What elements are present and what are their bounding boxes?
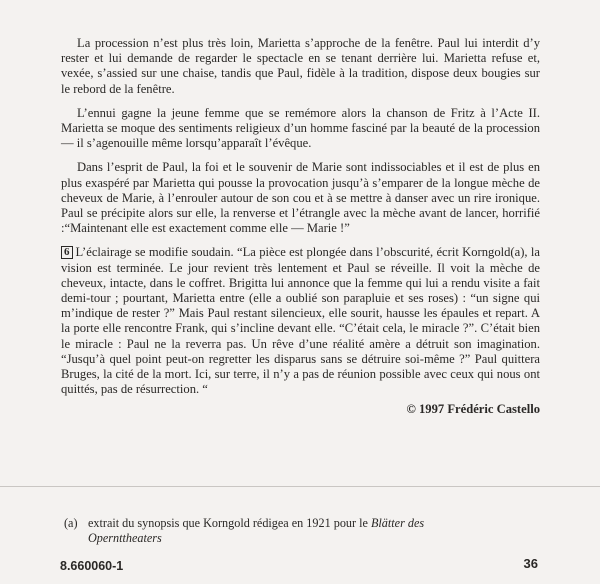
section-marker: 6 [61,246,73,259]
paragraph: Dans l’esprit de Paul, la foi et le souvenir de Marie sont indissociables et il est de plus en plus exaspéré par Marietta qui pousse la provocation jusqu’à s’emparer de la longue mèche de cheveux de Marie, à l’enrouler autour de son cou et à se mettre à danser avec un rire ironique. Paul se précipite alors sur elle, la renverse et l’étrangle avec la mèche avant de lancer, horrifié :“Maintenant elle est exactement comme elle — Marie !” [61,160,540,236]
divider [0,486,600,487]
footnote [64,516,524,546]
synopsis-text [61,36,540,418]
footnote-italic-title: Blätter des [370,516,425,530]
page-number: 36 [523,556,538,571]
catalog-number: 8.660060-1 [60,559,124,573]
footnote-text: extrait du synopsis que Korngold rédigea en 1921 pour le [88,516,371,530]
section-paragraph [61,245,540,397]
footnote-italic-title-cont: Opernttheaters [88,531,162,545]
paragraph: L’ennui gagne la jeune femme que se remémore alors la chanson de Fritz à l’Acte II. Marietta se moque des sentiments religieux d’un homme fasciné par la beauté de la procession — il s’agenouille même lorsqu’apparaît l’évêque. [61,105,540,151]
copyright-signature: © 1997 Frédéric Castello [406,402,540,417]
footnote-mark: (a) [64,516,78,530]
section-text: L’éclairage se modifie soudain. “La pièce est plongée dans l’obscurité, écrit Korngold(a), la vision est terminée. Le jour revient très lentement et Paul se réveille. Il voit la mèche de cheveux, intacte, dans le coffret. Brigitta lui annonce que la femme qui lui a rendu visite a fait demi-tour ; pourtant, Marietta entre (elle a oublié son parapluie et ses roses) : “un signe qui m’indique de rester ?” Mais Paul restant silencieux, elle sourit, hausse les épaules et repart. A la porte elle rencontre Frank, qui s’incline devant elle. “C’était cela, le miracle ?”. C’était bien le miracle : Paul ne la reverra pas. Un rêve d’une réalité amère a détruit son imagination. “Jusqu’à quel point peut-on regretter les disparus sans se détruire soi-même ?” Paul quittera Bruges, la cité de la mort. Ici, sur terre, il n’y a pas de réunion possible avec ceux qui nous ont quittés, pas de résurrection. “ [61,245,540,397]
paragraph: La procession n’est plus très loin, Marietta s’approche de la fenêtre. Paul lui interdit d’y rester et lui demande de regarder le spectacle en se tenant derrière lui. Marietta refuse et, vexée, s’assied sur une chaise, tandis que Paul, fidèle à la tradition, dispose deux bougies sur le rebord de la fenêtre. [61,36,540,96]
